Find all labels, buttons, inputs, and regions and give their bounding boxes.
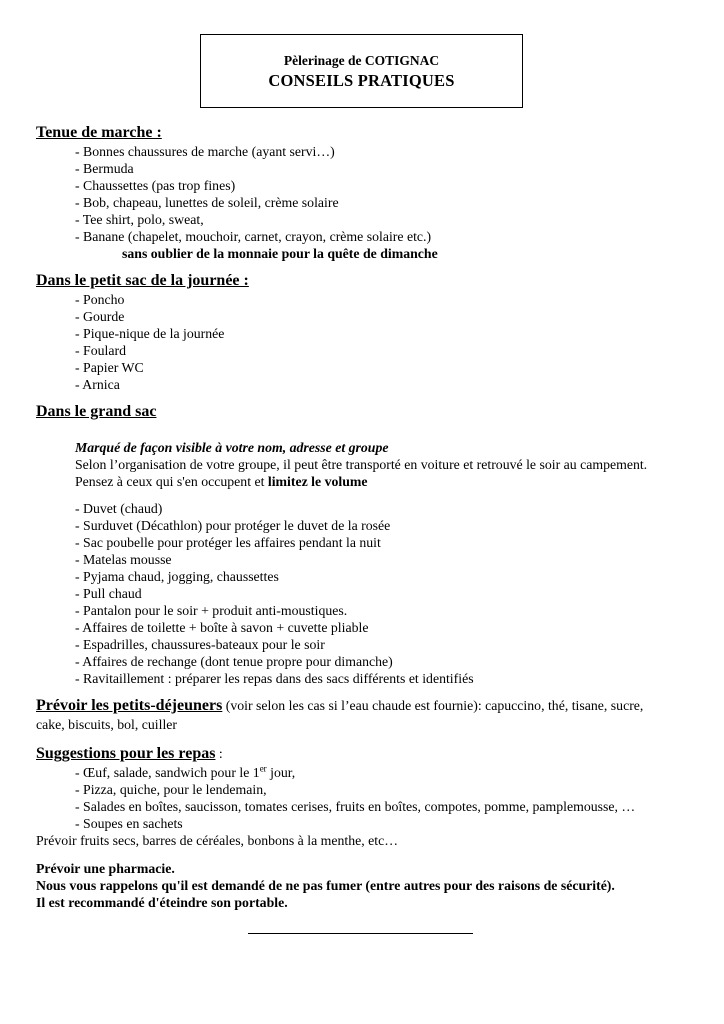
- list-item: [75, 764, 635, 781]
- grand-sac-line-2-bold: limitez le volume: [267, 474, 368, 489]
- tenue-list: [75, 143, 431, 245]
- list-item: - Pyjama chaud, jogging, chaussettes: [75, 569, 279, 584]
- repas-item-1-sup: er: [259, 763, 267, 774]
- grand-sac-subtitle: Marqué de façon visible à votre nom, adresse et groupe: [75, 440, 389, 455]
- dejeuners-text-1: (voir selon les cas si l’eau chaude est fournie): capuccino, thé, tisane, sucre,: [222, 698, 644, 713]
- section-heading-repas: Suggestions pour les repas: [36, 745, 216, 762]
- list-item: - Affaires de toilette + boîte à savon + cuvette pliable: [75, 620, 369, 635]
- title-line-2: CONSEILS PRATIQUES: [268, 71, 455, 90]
- list-item: - Pique-nique de la journée: [75, 326, 225, 341]
- list-item: - Arnica: [75, 377, 120, 392]
- section-heading-grand-sac: Dans le grand sac: [36, 403, 157, 420]
- list-item: - Sac poubelle pour protéger les affaires pendant la nuit: [75, 535, 381, 550]
- list-item: - Matelas mousse: [75, 552, 172, 567]
- final-line-1: Prévoir une pharmacie.: [36, 861, 175, 876]
- repas-list: [75, 764, 635, 832]
- dejeuners-line-1: [36, 697, 643, 715]
- list-item: - Affaires de rechange (dont tenue propre pour dimanche): [75, 654, 393, 669]
- list-item: - Bermuda: [75, 161, 134, 176]
- list-item: - Pizza, quiche, pour le lendemain,: [75, 782, 267, 797]
- list-item: - Pull chaud: [75, 586, 142, 601]
- list-item: - Ravitaillement : préparer les repas dans des sacs différents et identifiés: [75, 671, 474, 686]
- section-heading-tenue: Tenue de marche :: [36, 124, 162, 141]
- list-item: - Bob, chapeau, lunettes de soleil, crème solaire: [75, 195, 339, 210]
- section-heading-petit-sac: Dans le petit sac de la journée :: [36, 272, 249, 289]
- grand-sac-line-1: Selon l’organisation de votre groupe, il peut être transporté en voiture et retrouvé le soir au campement.: [75, 457, 648, 472]
- dejeuners-line-2: cake, biscuits, bol, cuiller: [36, 717, 177, 732]
- list-item: - Espadrilles, chaussures-bateaux pour le soir: [75, 637, 325, 652]
- final-line-2: Nous vous rappelons qu'il est demandé de ne pas fumer (entre autres pour des raisons de sécurité).: [36, 878, 615, 893]
- title-line-1: Pèlerinage de COTIGNAC: [283, 53, 440, 68]
- list-item: - Salades en boîtes, saucisson, tomates cerises, fruits en boîtes, compotes, pomme, pamplemousse, …: [75, 799, 636, 814]
- repas-item-1-b: jour,: [266, 765, 296, 780]
- grand-sac-list: [75, 500, 474, 687]
- list-item: - Surduvet (Décathlon) pour protéger le duvet de la rosée: [75, 518, 391, 533]
- list-item: - Gourde: [75, 309, 125, 324]
- repas-footer: Prévoir fruits secs, barres de céréales, bonbons à la menthe, etc…: [36, 833, 399, 848]
- list-item: - Poncho: [75, 292, 125, 307]
- repas-item-1-a: - Œuf, salade, sandwich pour le 1: [75, 765, 260, 780]
- footer-rule: [248, 933, 473, 934]
- list-item: - Soupes en sachets: [75, 816, 183, 831]
- list-item: - Foulard: [75, 343, 126, 358]
- petit-sac-list: [75, 291, 224, 393]
- list-item: - Bonnes chaussures de marche (ayant servi…): [75, 144, 335, 159]
- list-item: - Pantalon pour le soir + produit anti-moustiques.: [75, 603, 348, 618]
- repas-heading-line: [36, 745, 223, 763]
- grand-sac-line-2: [75, 473, 368, 490]
- repas-heading-suffix: :: [215, 746, 223, 761]
- list-item: - Papier WC: [75, 360, 144, 375]
- section-heading-dejeuners: Prévoir les petits-déjeuners: [36, 697, 223, 714]
- list-item: - Tee shirt, polo, sweat,: [75, 212, 204, 227]
- list-item: - Chaussettes (pas trop fines): [75, 178, 236, 193]
- list-item: - Duvet (chaud): [75, 501, 163, 516]
- title-box: [200, 34, 523, 108]
- grand-sac-line-2-text: Pensez à ceux qui s'en occupent et: [75, 474, 268, 489]
- tenue-note: sans oublier de la monnaie pour la quête de dimanche: [122, 246, 438, 261]
- list-item: - Banane (chapelet, mouchoir, carnet, crayon, crème solaire etc.): [75, 229, 432, 244]
- final-line-3: Il est recommandé d'éteindre son portable.: [36, 895, 288, 910]
